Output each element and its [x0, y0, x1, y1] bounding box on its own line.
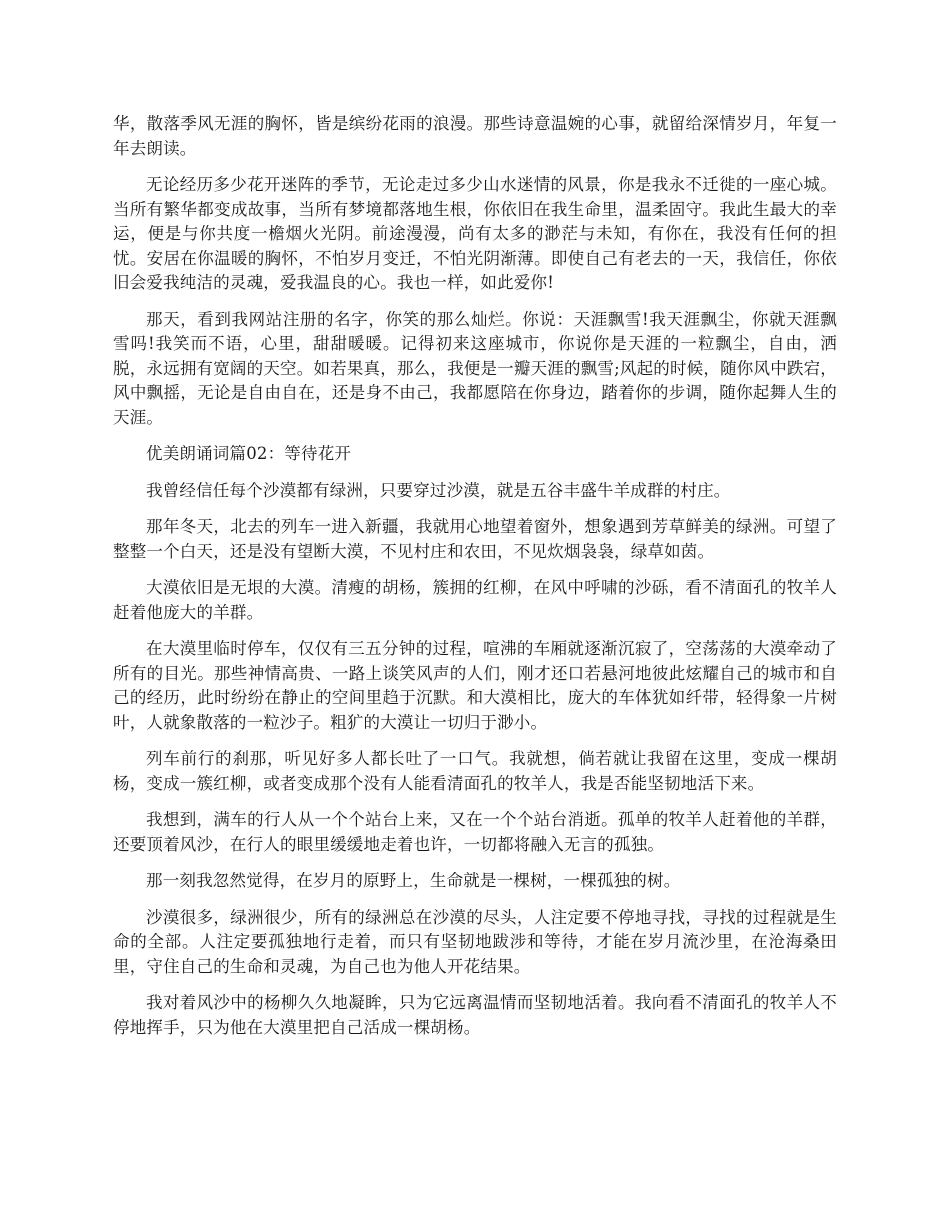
paragraph: 列车前行的刹那，听见好多人都长吐了一口气。我就想，倘若就让我留在这里，变成一棵胡杨，变成一簇红柳，或者变成那个没有人能看清面孔的牧羊人，我是否能坚韧地活下来。 [113, 749, 837, 793]
paragraph: 我曾经信任每个沙漠都有绿洲，只要穿过沙漠，就是五谷丰盛牛羊成群的村庄。 [146, 480, 731, 500]
paragraph: 沙漠很多，绿洲很少，所有的绿洲总在沙漠的尽头，人注定要不停地寻找，寻找的过程就是生命的全部。人注定要孤独地行走着，而只有坚韧地跋涉和等待，才能在岁月流沙里，在沧海桑田里，守住自己的生命和灵魂，为自己也为他人开花结果。 [113, 907, 837, 976]
paragraph: 在大漠里临时停车，仅仅有三五分钟的过程，喧沸的车厢就逐渐沉寂了，空荡荡的大漠牵动了所有的目光。那些神情高贵、一路上谈笑风声的人们，刚才还口若悬河地彼此炫耀自己的城市和自己的经历，此时纷纷在静止的空间里趋于沉默。和大漠相比，庞大的车体犹如纤带，轻得象一片树叶，人就象散落的一粒沙子。粗犷的大漠让一切归于渺小。 [113, 639, 837, 732]
paragraph: 那一刻我忽然觉得，在岁月的原野上，生命就是一棵树，一棵孤独的树。 [146, 871, 681, 890]
paragraph: 我对着风沙中的杨柳久久地凝眸，只为它远离温情而坚韧地活着。我向看不清面孔的牧羊人不停地挥手，只为他在大漠里把自己活成一棵胡杨。 [113, 993, 837, 1037]
paragraph: 华，散落季风无涯的胸怀，皆是缤纷花雨的浪漫。那些诗意温婉的心事，就留给深情岁月，年复一年去朗读。 [113, 114, 837, 158]
paragraph: 我想到，满车的行人从一个个站台上来，又在一个个站台消逝。孤单的牧羊人赶着他的羊群，还要顶着风沙，在行人的眼里缓缓地走着也许，一切都将融入无言的孤独。 [113, 810, 837, 854]
section-heading: 优美朗诵词篇02：等待花开 [146, 444, 352, 463]
paragraph: 无论经历多少花开迷阵的季节，无论走过多少山水迷情的风景，你是我永不迁徙的一座心城。当所有繁华都变成故事，当所有梦境都落地生根，你依旧在我生命里，温柔固守。我此生最大的幸运，便是与你共度一檐烟火光阴。前途漫漫，尚有太多的渺茫与未知，有你在，我没有任何的担忧。安居在你温暖的胸怀，不怕岁月变迁，不怕光阴渐薄。即使自己有老去的一天，我信任，你依旧会爱我纯洁的灵魂，爱我温良的心。我也一样，如此爱你! [113, 175, 837, 292]
document-page [113, 112, 837, 1052]
paragraph: 大漠依旧是无垠的大漠。清瘦的胡杨，簇拥的红柳，在风中呼啸的沙砾，看不清面孔的牧羊人赶着他庞大的羊群。 [113, 578, 837, 622]
paragraph: 那天，看到我网站注册的名字，你笑的那么灿烂。你说：天涯飘雪!我天涯飘尘，你就天涯飘雪吗!我笑而不语，心里，甜甜暖暖。记得初来这座城市，你说你是天涯的一粒飘尘，自由，洒脱，永远拥有宽阔的天空。如若果真，那么，我便是一瓣天涯的飘雪;风起的时候，随你风中跌宕，风中飘摇，无论是自由自在，还是身不由己，我都愿陪在你身边，踏着你的步调，随你起舞人生的天涯。 [113, 309, 837, 427]
paragraph: 那年冬天，北去的列车一进入新疆，我就用心地望着窗外，想象遇到芳草鲜美的绿洲。可望了整整一个白天，还是没有望断大漠，不见村庄和农田，不见炊烟袅袅，绿草如茵。 [113, 517, 837, 561]
